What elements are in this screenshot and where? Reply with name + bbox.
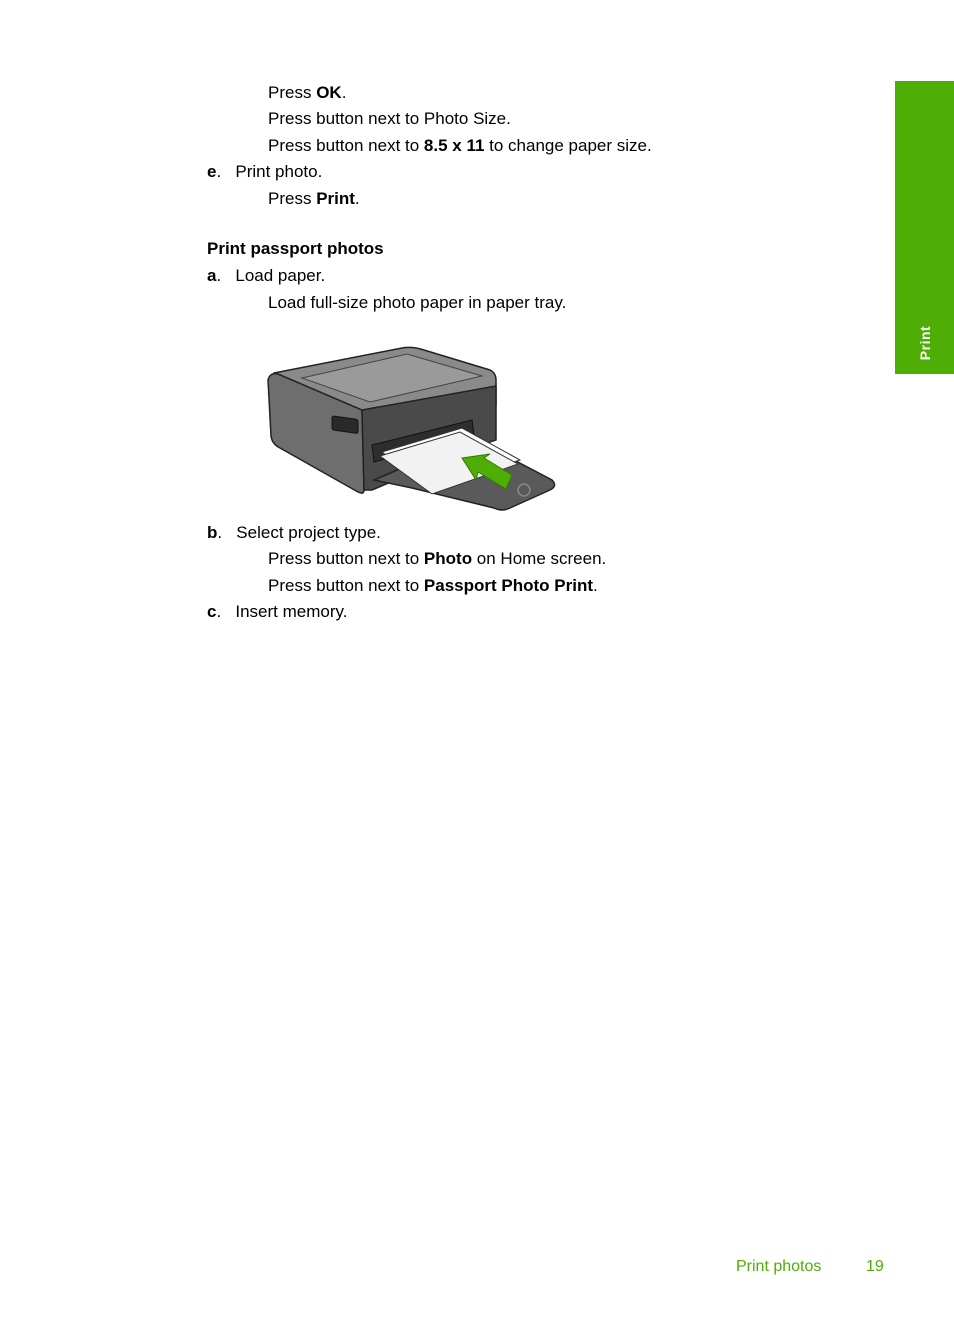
- instruction-text: Press: [268, 83, 317, 102]
- step-c: c. Insert memory.: [207, 602, 348, 621]
- printer-display: [332, 416, 358, 434]
- instruction-text: .: [354, 189, 360, 208]
- step-letter: c: [207, 602, 217, 621]
- instruction-text: to change paper size.: [484, 136, 652, 155]
- step-b: b. Select project type.: [207, 523, 381, 542]
- printer-loading-paper-illustration: [262, 340, 562, 515]
- step-text: Select project type.: [236, 523, 381, 542]
- instruction-line: [268, 549, 606, 569]
- instruction-emphasis: Print: [316, 189, 355, 208]
- instruction-line: Load full-size photo paper in paper tray.: [268, 293, 567, 312]
- step-text: Load paper.: [235, 266, 326, 285]
- step-text: Insert memory.: [235, 602, 348, 621]
- side-tab-label: Print: [916, 325, 933, 361]
- instruction-text: .: [593, 576, 598, 595]
- instruction-text: Press: [268, 189, 317, 208]
- instruction-text: Press button next to Photo Size.: [268, 109, 511, 128]
- page-number: 19: [866, 1258, 884, 1275]
- step-letter: b: [207, 523, 218, 542]
- step-letter: e: [207, 162, 217, 181]
- instruction-emphasis: Photo: [423, 549, 473, 568]
- step-text: Print photo.: [235, 162, 323, 181]
- instruction-line: [268, 576, 598, 596]
- step-letter: a: [207, 266, 217, 285]
- footer-section-title: Print photos: [736, 1258, 822, 1275]
- instruction-emphasis: OK: [316, 83, 342, 102]
- instruction-line: [268, 109, 511, 129]
- instruction-line: [268, 136, 652, 156]
- instruction-emphasis: Passport Photo Print: [423, 576, 593, 595]
- instruction-text: Press button next to: [268, 136, 424, 155]
- instruction-emphasis: 8.5 x 11: [423, 136, 485, 155]
- section-heading: Print passport photos: [207, 239, 384, 258]
- instruction-text: Press button next to: [268, 576, 424, 595]
- instruction-text: .: [341, 83, 347, 102]
- instruction-line: [268, 189, 360, 209]
- instruction-text: on Home screen.: [472, 549, 607, 568]
- instruction-line: [268, 83, 346, 103]
- side-tab: [895, 81, 954, 374]
- step-a: a. Load paper.: [207, 266, 326, 285]
- instruction-text: Press button next to: [268, 549, 424, 568]
- step-e: e. Print photo.: [207, 162, 323, 181]
